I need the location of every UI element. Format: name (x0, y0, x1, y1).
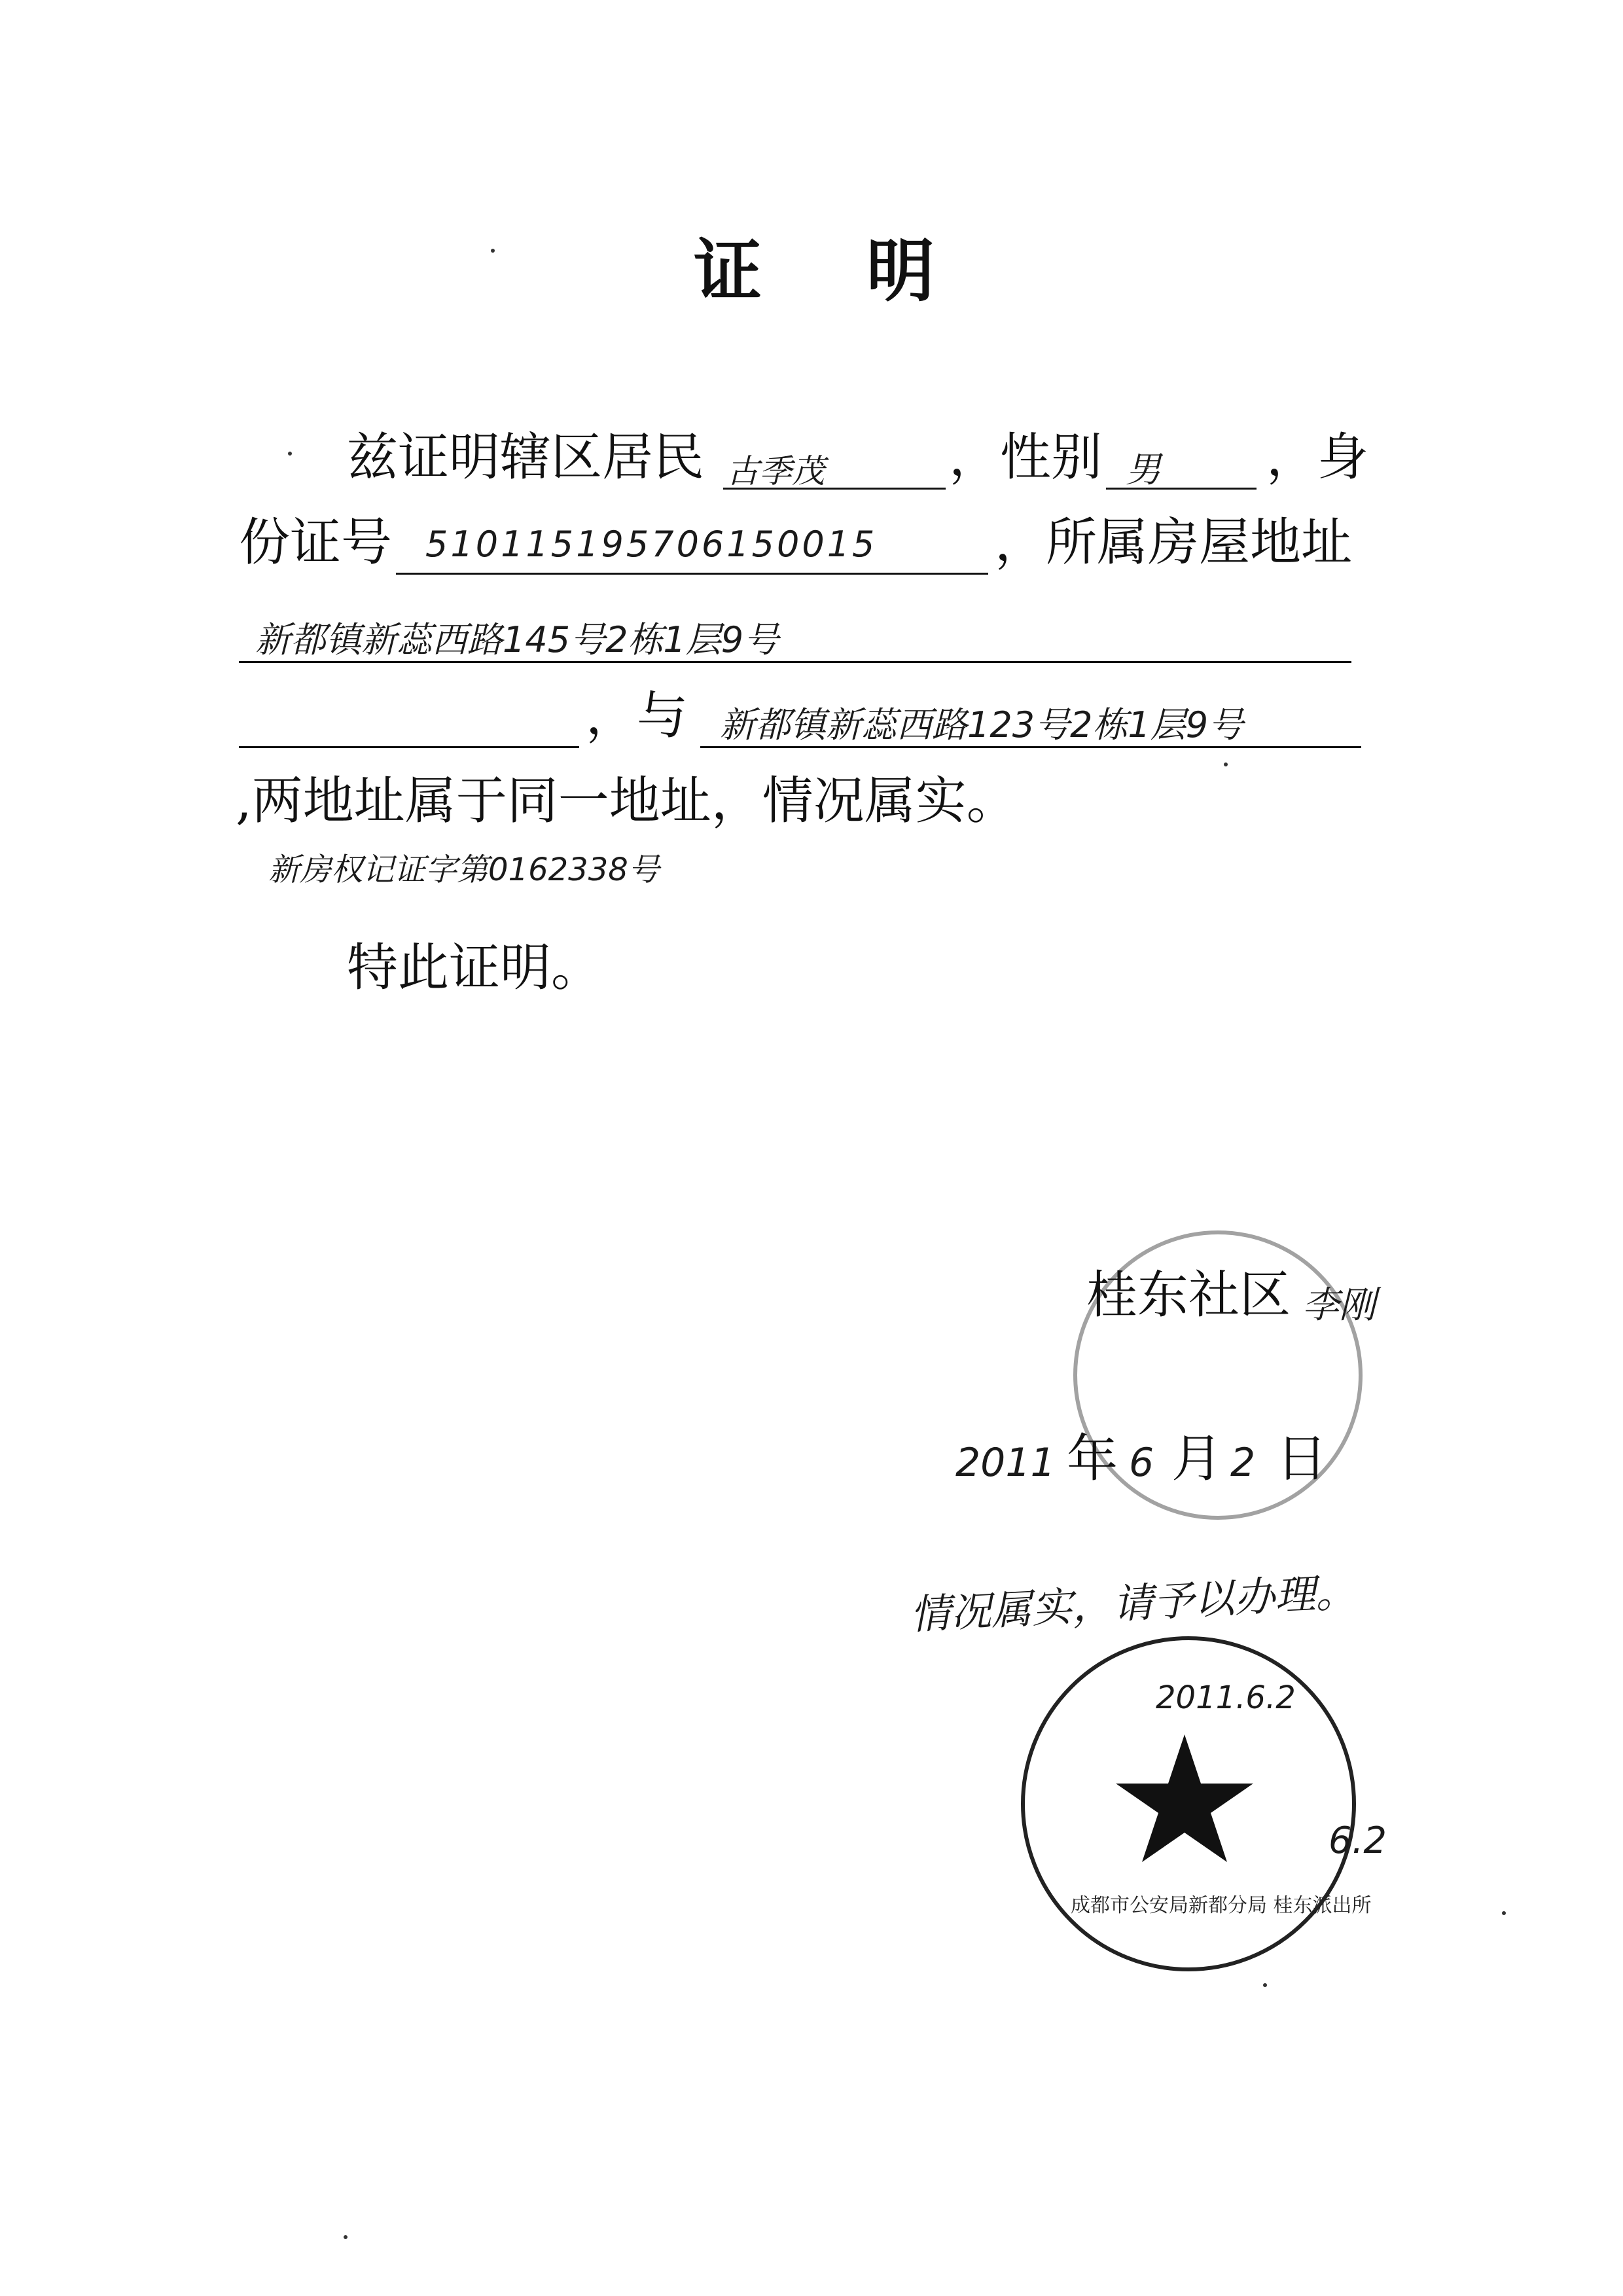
gender-underline (1106, 488, 1257, 490)
police-seal-text: 成都市公安局新都分局 桂东派出所 (1071, 1894, 1372, 1917)
scan-speck (1224, 762, 1228, 766)
gender-label: ，性别 (949, 428, 1103, 487)
document-title: 证明 (694, 230, 1040, 311)
id-label: 份证号 (239, 513, 393, 572)
conclusion-text: ,两地址属于同一地址，情况属实。 (236, 772, 1018, 831)
scan-speck (288, 452, 292, 456)
sign-year-label: 年 (1067, 1429, 1118, 1488)
gender-value: 男 (1126, 449, 1161, 490)
scan-speck (344, 2235, 348, 2239)
scan-speck (1502, 1911, 1506, 1915)
address-1: 新都镇新蕊西路145号2栋1层9号 (255, 619, 779, 660)
id-prefix: ，身 (1266, 428, 1369, 487)
property-note: 新房权记证字第0162338号 (268, 852, 660, 888)
id-number: 510115195706150015 (425, 524, 878, 565)
id-number-underline (396, 573, 988, 575)
resident-name-underline (723, 488, 946, 490)
address-2: 新都镇新蕊西路123号2栋1层9号 (720, 704, 1244, 745)
sign-year: 2011 (955, 1440, 1056, 1486)
sign-day: 2 (1230, 1440, 1256, 1486)
sign-month-label: 月 (1171, 1429, 1223, 1488)
scan-speck (1263, 1983, 1267, 1987)
line1-prefix: 兹证明辖区居民 (347, 428, 705, 487)
address-label: ，所属房屋地址 (995, 513, 1353, 572)
resident-name: 古季茂 (726, 452, 825, 490)
sign-month: 6 (1129, 1440, 1154, 1486)
closing-text: 特此证明。 (347, 939, 603, 997)
police-seal (1021, 1636, 1372, 1971)
endorsement-date: 6.2 (1329, 1820, 1387, 1862)
address-2-underline (700, 746, 1361, 748)
blank-underline (239, 746, 579, 748)
community-name: 桂东社区 (1086, 1266, 1291, 1325)
community-signer: 李刚 (1302, 1284, 1376, 1327)
endorsement-text: 情况属实，请予以办理。 (908, 1568, 1357, 1639)
address-1-underline (239, 661, 1351, 663)
sign-day-label: 日 (1276, 1429, 1328, 1488)
scan-speck (491, 249, 495, 253)
police-seal-date: 2011.6.2 (1156, 1679, 1296, 1716)
and-label: ，与 (586, 687, 688, 745)
